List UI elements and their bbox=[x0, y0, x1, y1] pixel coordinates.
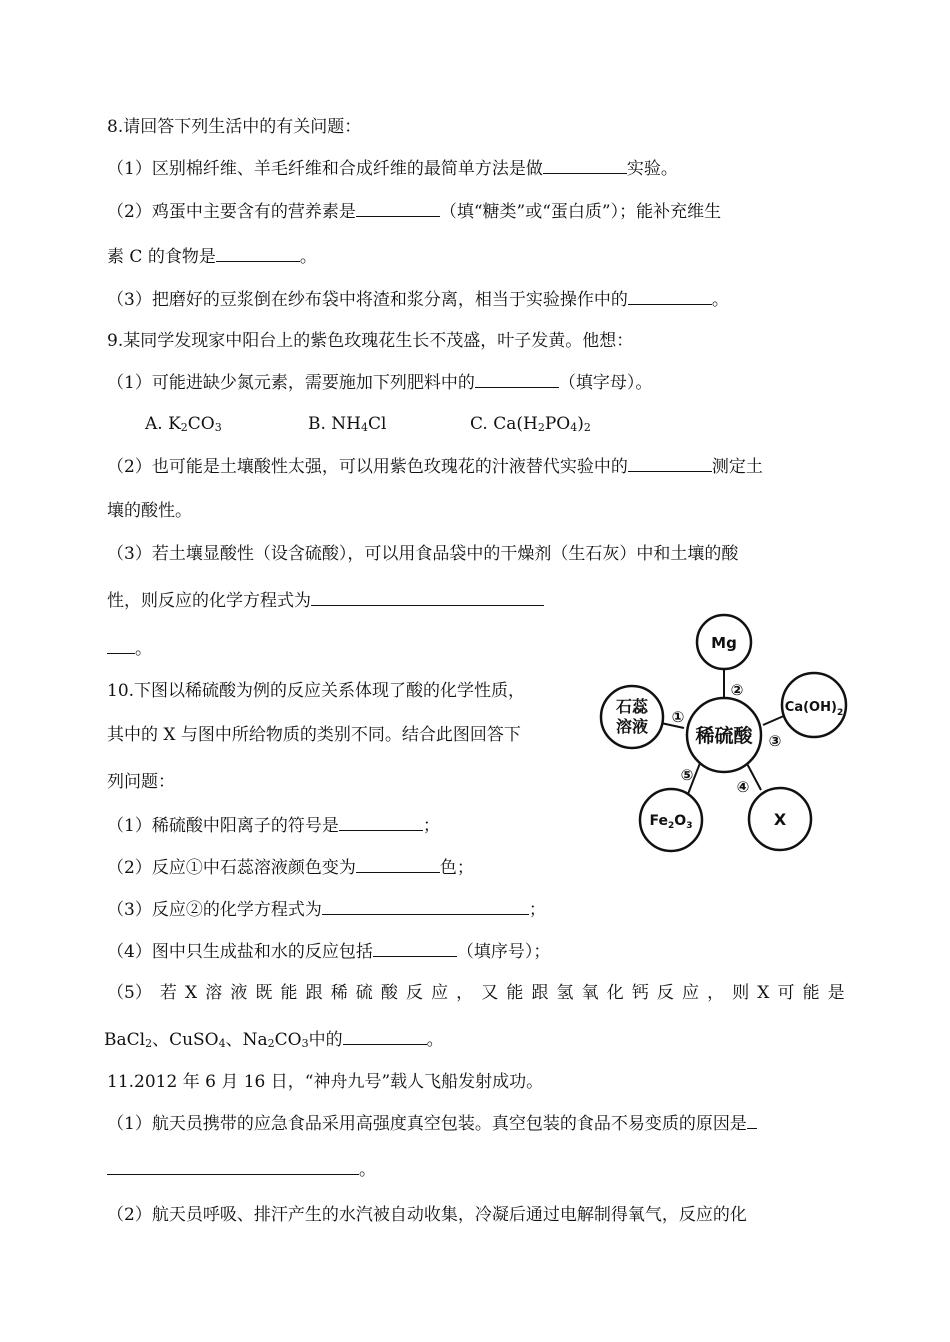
caoh2-text: Ca(OH) bbox=[784, 700, 837, 715]
option-c-text: ) bbox=[577, 414, 584, 434]
q10-part5-char: 跟 bbox=[305, 983, 323, 1003]
q10-part3-text: （3）反应②的化学方程式为 bbox=[107, 900, 322, 920]
q10-part5-char: （5） bbox=[107, 983, 152, 1003]
q10-part5-char: 硫 bbox=[355, 983, 373, 1003]
q10-part2-end: 色； bbox=[439, 858, 474, 878]
q8-part2-text2: 素 C 的食物是 bbox=[107, 247, 216, 267]
subscript: 3 bbox=[686, 821, 693, 831]
q10-title-line2: 其中的 X 与图中所给物质的类别不同。结合此图回答下 bbox=[107, 725, 521, 745]
formula-text: CO bbox=[274, 1030, 302, 1050]
q10-part1-text: （1）稀硫酸中阳离子的符号是 bbox=[107, 816, 339, 836]
option-c-text: PO bbox=[544, 414, 571, 434]
q11-part2: （2）航天员呼吸、排汗产生的水汽被自动收集，冷凝后通过电解制得氧气，反应的化 bbox=[107, 1205, 747, 1225]
q8-part2 bbox=[107, 200, 721, 223]
q11-title: 11.2012 年 6 月 16 日，“神舟九号”载人飞船发射成功。 bbox=[107, 1072, 544, 1092]
q10-part5-char: 氧 bbox=[581, 983, 599, 1003]
q10-part5-char: 既 bbox=[255, 983, 273, 1003]
subscript: 2 bbox=[537, 421, 545, 434]
fe2o3-text: Fe bbox=[649, 813, 669, 829]
q10-part5-char: 若 bbox=[159, 983, 177, 1003]
q10-part5-char: 稀 bbox=[330, 983, 348, 1003]
q10-title-line3: 列问题： bbox=[107, 772, 175, 792]
q8-part1-text: （1）区别棉纤维、羊毛纤维和合成纤维的最简单方法是做 bbox=[107, 159, 543, 179]
formula-text: 、CuSO bbox=[152, 1030, 219, 1050]
q10-part5-char: 反 bbox=[405, 983, 423, 1003]
q9-part1-text: （1）可能进缺少氮元素，需要施加下列肥料中的 bbox=[107, 373, 475, 393]
q10-part3 bbox=[107, 898, 546, 921]
q8-part2-end: 。 bbox=[299, 247, 317, 267]
x-label: X bbox=[773, 810, 787, 829]
q8-part2-cont: （填“糖类”或“蛋白质”）；能补充维生 bbox=[439, 202, 722, 222]
q8-part3-end: 。 bbox=[711, 290, 729, 310]
q10-part5-char: 反 bbox=[656, 983, 674, 1003]
option-c-text: C. Ca(H bbox=[470, 414, 538, 434]
q10-part5-char: 能 bbox=[280, 983, 298, 1003]
litmus-label: 溶液 bbox=[615, 717, 649, 736]
q9-part3-line2 bbox=[107, 589, 544, 612]
answer-blank[interactable] bbox=[747, 1112, 757, 1129]
q11-part1 bbox=[107, 1112, 757, 1135]
formula-text: 。 bbox=[426, 1030, 444, 1050]
q10-part5-line2 bbox=[104, 1028, 444, 1051]
q10-part4-end: （填序号）； bbox=[456, 942, 551, 962]
reaction-diagram bbox=[596, 612, 858, 862]
subscript: 3 bbox=[301, 1037, 309, 1050]
q10-part5-char: 能 bbox=[802, 983, 820, 1003]
subscript: 4 bbox=[361, 421, 369, 434]
subscript: 2 bbox=[180, 421, 188, 434]
q8-part2-line2 bbox=[107, 245, 317, 268]
q9-part2-cont: 测定土 bbox=[711, 457, 763, 477]
q9-part2-line2: 壤的酸性。 bbox=[107, 501, 192, 521]
q10-part5-char: 氢 bbox=[556, 983, 574, 1003]
q10-part5-char: ， bbox=[707, 983, 725, 1003]
fe2o3-text: O bbox=[674, 813, 687, 829]
subscript: 2 bbox=[668, 821, 675, 831]
q11-part1-line2 bbox=[107, 1158, 376, 1181]
q10-part5-char: 跟 bbox=[531, 983, 549, 1003]
q9-part3: （3）若土壤显酸性（设含硫酸），可以用食品袋中的干燥剂（生石灰）中和土壤的酸 bbox=[107, 544, 739, 564]
q9-part3-line3 bbox=[107, 637, 152, 660]
q10-part5-char: 钙 bbox=[631, 983, 649, 1003]
q10-part5-char: 又 bbox=[481, 983, 499, 1003]
reaction-number: ⑤ bbox=[680, 766, 694, 784]
answer-blank[interactable] bbox=[339, 814, 423, 831]
link-line bbox=[763, 715, 786, 725]
q9-title: 9.某同学发现家中阳台上的紫色玫瑰花生长不茂盛，叶子发黄。他想： bbox=[107, 331, 634, 351]
subscript: 2 bbox=[267, 1037, 275, 1050]
answer-blank[interactable] bbox=[475, 371, 559, 388]
q10-part5-char: ， bbox=[456, 983, 474, 1003]
q8-part2-text: （2）鸡蛋中主要含有的营养素是 bbox=[107, 202, 356, 222]
option-b-text: B. NH bbox=[308, 414, 362, 434]
q10-part4 bbox=[107, 940, 550, 963]
q10-part5-char: 能 bbox=[506, 983, 524, 1003]
q10-part2 bbox=[107, 856, 474, 879]
reaction-number: ② bbox=[730, 681, 744, 699]
q10-part5 bbox=[107, 982, 845, 1004]
formula-text: 中的 bbox=[308, 1030, 343, 1050]
q9-part1 bbox=[107, 371, 652, 394]
subscript: 2 bbox=[583, 421, 591, 434]
answer-blank[interactable] bbox=[107, 1158, 359, 1175]
q8-part3 bbox=[107, 288, 729, 311]
subscript: 3 bbox=[214, 421, 222, 434]
q10-part5-char: 溶 bbox=[205, 983, 223, 1003]
q10-part5-char: 可 bbox=[777, 983, 795, 1003]
answer-blank[interactable] bbox=[543, 157, 627, 174]
q9-part1-end: （填字母）。 bbox=[558, 373, 653, 393]
option-a-text: CO bbox=[187, 414, 215, 434]
q11-part1-end: 。 bbox=[359, 1160, 376, 1180]
subscript: 4 bbox=[570, 421, 578, 434]
q10-part2-text: （2）反应①中石蕊溶液颜色变为 bbox=[107, 858, 356, 878]
q8-title: 8.请回答下列生活中的有关问题： bbox=[107, 117, 362, 137]
answer-blank[interactable] bbox=[107, 637, 135, 654]
q10-part5-char: 应 bbox=[431, 983, 449, 1003]
q11-part1-text: （1）航天员携带的应急食品采用高强度真空包装。真空包装的食品不易变质的原因是 bbox=[107, 1114, 747, 1134]
answer-blank[interactable] bbox=[322, 898, 529, 915]
q10-part1-end: ； bbox=[422, 816, 440, 836]
answer-blank[interactable] bbox=[373, 940, 457, 957]
formula-text: BaCl bbox=[104, 1030, 146, 1050]
q9-part2 bbox=[107, 455, 763, 478]
q10-part5-char: 化 bbox=[606, 983, 624, 1003]
q9-part3-end: 。 bbox=[135, 639, 152, 659]
q9-option-c bbox=[470, 413, 591, 435]
q10-part4-text: （4）图中只生成盐和水的反应包括 bbox=[107, 942, 373, 962]
q10-part5-char: 酸 bbox=[380, 983, 398, 1003]
answer-blank[interactable] bbox=[356, 856, 440, 873]
q10-part3-end: ； bbox=[528, 900, 546, 920]
option-a-text: A. K bbox=[145, 414, 181, 434]
answer-blank[interactable] bbox=[628, 288, 712, 305]
mg-label: Mg bbox=[711, 634, 737, 652]
q9-part3-text: 性，则反应的化学方程式为 bbox=[107, 591, 311, 611]
q10-part5-char: 是 bbox=[827, 983, 845, 1003]
reaction-number: ① bbox=[671, 708, 685, 726]
answer-blank[interactable] bbox=[628, 455, 712, 472]
option-b-text: Cl bbox=[368, 414, 387, 434]
reaction-number: ④ bbox=[736, 778, 750, 796]
reaction-number: ③ bbox=[768, 732, 782, 750]
formula-text: 、Na bbox=[225, 1030, 268, 1050]
q9-option-a bbox=[145, 413, 222, 435]
q10-part5-char: X bbox=[185, 983, 198, 1003]
q10-part5-char: 应 bbox=[682, 983, 699, 1003]
q9-option-b bbox=[308, 413, 386, 435]
subscript: 4 bbox=[218, 1037, 226, 1050]
subscript: 2 bbox=[836, 708, 844, 718]
q8-part3-text: （3）把磨好的豆浆倒在纱布袋中将渣和浆分离，相当于实验操作中的 bbox=[107, 290, 628, 310]
q10-part5-char: 则 bbox=[732, 983, 750, 1003]
answer-blank[interactable] bbox=[311, 589, 544, 606]
q8-part1-end: 实验。 bbox=[626, 159, 678, 179]
q10-part5-char: 液 bbox=[230, 983, 248, 1003]
litmus-label: 石蕊 bbox=[615, 697, 649, 716]
center-label: 稀硫酸 bbox=[695, 725, 753, 747]
q10-part5-char: X bbox=[757, 983, 770, 1003]
answer-blank[interactable] bbox=[216, 245, 300, 262]
q10-part1 bbox=[107, 814, 440, 837]
answer-blank[interactable] bbox=[343, 1028, 427, 1045]
q10-title: 10.下图以稀硫酸为例的反应关系体现了酸的化学性质， bbox=[107, 681, 526, 701]
answer-blank[interactable] bbox=[356, 200, 440, 217]
q8-part1 bbox=[107, 157, 678, 180]
q9-part2-text: （2）也可能是土壤酸性太强，可以用紫色玫瑰花的汁液替代实验中的 bbox=[107, 457, 628, 477]
subscript: 2 bbox=[145, 1037, 153, 1050]
